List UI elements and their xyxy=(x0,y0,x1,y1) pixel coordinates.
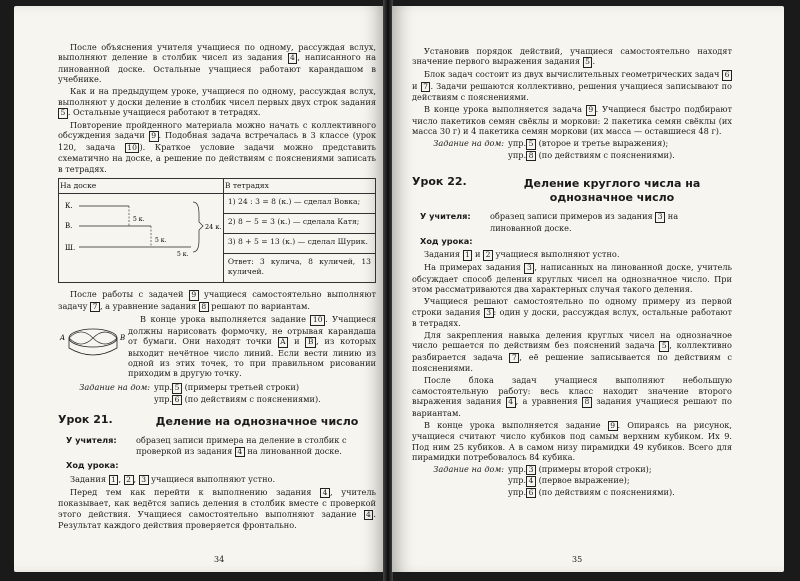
brace-icon xyxy=(193,202,203,252)
text-run: . Задачи решаются коллективно, решения учащиеся записывают по действиям с пояснениями. xyxy=(412,80,732,103)
homework-block xyxy=(424,464,732,499)
paragraph xyxy=(412,262,732,294)
paragraph xyxy=(412,46,732,68)
text-run: и xyxy=(288,336,306,347)
task-number-box: 5 xyxy=(526,139,536,150)
task-number-box: А xyxy=(278,337,289,348)
text-run: , xyxy=(118,473,124,484)
task-number-box: 3 xyxy=(526,465,536,476)
text-run: , учитель показывает, как ведётся запись деления в столбик вместе с проверкой этого действия. Учащиеся самостоятельно выполняют задание xyxy=(58,486,376,519)
solution-line: 3) 8 + 5 = 13 (к.) — сделал Шурик. xyxy=(224,234,375,254)
text-run: . Учащиеся должны нарисовать формочку, не отрывая карандаша от бумаги. Они находят точки xyxy=(128,314,376,347)
text-run: После работы с задачей xyxy=(70,289,189,300)
task-number-box: 2 xyxy=(483,250,493,261)
task-number-box: 3 xyxy=(655,212,665,223)
table-header-board: На доске xyxy=(59,179,224,194)
text-run: упр. xyxy=(508,475,527,486)
diagram-label-k: К. xyxy=(65,202,73,211)
text-run: , xyxy=(133,473,139,484)
paragraph xyxy=(412,249,732,261)
teacher-label: У учителя: xyxy=(66,435,117,446)
seg-label: 5 к. xyxy=(133,216,145,224)
text-run: . Подобная задача встречалась в 3 классе (урок 120, задача xyxy=(58,130,376,152)
text-run: После блока задач учащиеся выполняют небольшую самостоятельную работу: весь класс находит значение второго выражения задания xyxy=(412,375,732,407)
text-run: (второе и третье выражения); xyxy=(535,138,669,149)
seg-label: 5 к. xyxy=(177,251,189,259)
left-page-text xyxy=(58,42,376,532)
page-number: 34 xyxy=(214,555,225,564)
paragraph xyxy=(412,330,732,374)
homework-block xyxy=(70,382,376,405)
task-number-box: 7 xyxy=(421,82,431,93)
text-run: и xyxy=(412,80,421,91)
homework-item xyxy=(154,394,321,406)
text-run: упр. xyxy=(508,138,527,149)
left-page xyxy=(14,6,384,572)
paragraph xyxy=(58,474,376,486)
task-number-box: 4 xyxy=(364,510,374,521)
homework-label: Задание на дом: xyxy=(433,138,504,149)
lesson-title: Деление круглого числа на однозначное число xyxy=(523,177,701,205)
notebook-cell xyxy=(223,194,375,283)
text-run: образец записи примеров из задания xyxy=(490,211,656,222)
text-run: . xyxy=(592,56,596,67)
teacher-text xyxy=(490,211,732,233)
task-number-box: 6 xyxy=(526,488,536,499)
task-number-box: 5 xyxy=(583,57,593,68)
task-number-box: В xyxy=(305,337,316,348)
text-run: ). Краткое условие задачи можно представить схематично на доске, а решение по действиям с пояснениями записать в тетрадях. xyxy=(58,141,377,174)
task-number-box: 4 xyxy=(235,447,245,458)
text-run: Задания xyxy=(70,473,109,484)
text-run: Повторение пройденного материала можно начать с коллективного обсуждения задачи xyxy=(58,120,376,141)
figure-block xyxy=(58,314,376,380)
board-diagram-cell xyxy=(59,194,224,283)
text-run: . Результат каждого действия проверяется фронтально. xyxy=(58,508,376,531)
text-run: , коллективно разбирается задача xyxy=(412,340,732,362)
task-number-box: 7 xyxy=(90,302,100,313)
total-label: 24 к. xyxy=(205,223,222,232)
diagram-label-v: В. xyxy=(65,222,73,231)
task-number-box: 3 xyxy=(524,263,534,274)
task-number-box: 4 xyxy=(320,488,330,499)
segment-diagram xyxy=(59,194,222,262)
text-run: После объяснения учителя учащиеся по одному, рассуждая вслух, выполняют деление в столбик чисел из задания xyxy=(58,42,376,63)
lesson-title: Деление на однозначное число xyxy=(155,415,359,429)
paragraph xyxy=(58,86,376,118)
task-number-box: 8 xyxy=(199,302,209,313)
text-run: задания учащиеся решают по вариантам. xyxy=(412,396,732,418)
text-run: (первое выражение); xyxy=(535,475,630,486)
homework-item xyxy=(508,150,675,162)
board-notebook-table xyxy=(58,178,376,283)
lesson-heading xyxy=(412,177,732,205)
task-number-box: 2 xyxy=(124,475,134,486)
solution-line: 2) 8 − 5 = 3 (к.) — сделала Катя; xyxy=(224,214,375,234)
text-run: : один у доски, рассуждая вслух, остальные работают в тетрадях. xyxy=(412,306,732,329)
text-run: и xyxy=(472,249,484,260)
homework-item xyxy=(508,487,675,499)
teacher-block xyxy=(58,435,376,457)
homework-item xyxy=(508,464,652,476)
homework-item xyxy=(154,382,299,394)
text-run: Для закрепления навыка деления круглых чисел на однозначное число решается по действиям без пояснений задача xyxy=(412,330,732,351)
solution-answer: Ответ: 3 кулича, 8 куличей, 13 куличей. xyxy=(227,257,371,277)
point-a-label: A xyxy=(60,334,66,343)
lesson-course-label: Ход урока: xyxy=(66,460,119,471)
task-number-box: 9 xyxy=(586,105,596,116)
task-number-box: 3 xyxy=(139,475,149,486)
text-run: учащиеся выполняют устно. xyxy=(492,249,620,260)
page-number: 35 xyxy=(572,555,583,564)
point-b-label: B xyxy=(120,334,126,343)
paragraph xyxy=(412,296,732,328)
task-number-box: 10 xyxy=(310,315,325,326)
text-run: . Остальные учащиеся работают в тетрадях. xyxy=(67,107,261,118)
text-run: На примерах задания xyxy=(424,262,525,273)
lesson-course-label: Ход урока: xyxy=(420,236,473,247)
text-run: решают по вариантам. xyxy=(208,300,310,311)
task-number-box: 5 xyxy=(58,108,68,119)
text-run: В конце урока выполняется задание xyxy=(140,314,311,325)
text-run: Задания xyxy=(424,249,463,260)
task-number-box: 8 xyxy=(526,151,536,162)
homework-label: Задание на дом: xyxy=(433,463,504,474)
text-run: упр. xyxy=(508,486,527,497)
task-number-box: 1 xyxy=(109,475,119,486)
paragraph xyxy=(412,104,732,136)
paragraph xyxy=(412,420,732,463)
task-number-box: 5 xyxy=(172,383,182,394)
text-run: упр. xyxy=(508,463,527,474)
text-run: упр. xyxy=(154,382,173,393)
text-run: Установив порядок действий, учащиеся самостоятельно находят значение первого выражения задания xyxy=(412,46,732,67)
text-run: (по действиям с пояснениями). xyxy=(535,149,675,160)
lesson-number: Урок 22. xyxy=(412,175,467,189)
task-number-box: 4 xyxy=(506,397,516,408)
teacher-text xyxy=(136,435,376,457)
table-header-notebook: В тетрадях xyxy=(223,179,375,194)
text-run: Учащиеся решают самостоятельно по одному примеру из первой строки задания xyxy=(412,296,732,317)
diagram-label-sh: Ш. xyxy=(65,244,76,253)
task-number-box: 3 xyxy=(484,308,494,319)
text-run: упр. xyxy=(154,393,173,404)
paragraph xyxy=(58,487,376,531)
text-run: В конце урока выполняется задание xyxy=(424,419,608,430)
seg-label: 5 к. xyxy=(155,237,167,245)
paragraph xyxy=(412,375,732,418)
text-run: (по действиям с пояснениями). xyxy=(181,393,321,404)
task-number-box: 6 xyxy=(172,395,182,406)
paragraph xyxy=(58,42,376,85)
text-run: , а уравнения xyxy=(515,396,583,407)
text-run: (по действиям с пояснениями). xyxy=(535,486,675,497)
teacher-block xyxy=(412,211,732,233)
homework-label: Задание на дом: xyxy=(79,382,150,393)
task-number-box: 1 xyxy=(463,250,473,261)
text-run: Блок задач состоит из двух вычислительных геометрических задач xyxy=(424,69,723,80)
paragraph xyxy=(58,120,376,174)
paragraph xyxy=(128,314,376,379)
task-number-box: 8 xyxy=(582,397,592,408)
homework-item xyxy=(508,475,630,487)
right-page-text xyxy=(412,46,732,498)
text-run: , написанных на линованной доске, учитель обсуждает способ деления круглых чисел на однозначное число. При этом рассматриваются два характерных случая такого деления. xyxy=(412,262,732,295)
text-run: (примеры третьей строки) xyxy=(181,382,300,393)
text-run: учащиеся самостоятельно выполняют задачу xyxy=(58,289,376,311)
text-run: Перед тем как перейти к выполнению задания xyxy=(70,486,321,497)
task-number-box: 6 xyxy=(722,70,732,81)
text-run: В конце урока выполняется задача xyxy=(424,104,586,115)
task-number-box: 4 xyxy=(288,53,298,64)
text-run: образец записи примера на деление в столбик с проверкой из задания xyxy=(136,435,347,456)
right-page xyxy=(392,6,784,572)
text-run: Как и на предыдущем уроке, учащиеся по одному, рассуждая вслух, выполняют у доски деление в столбик чисел первых двух строк задания xyxy=(58,86,376,107)
text-run: . Учащиеся быстро подбирают число пакетиков семян свёклы и моркови: 2 пакетика семян свёклы (их масса 30 г) и 4 пакетика семян моркови (их масса — оставшиеся 48 г). xyxy=(412,104,732,137)
text-run: , её решение записывается по действиям с пояснениями. xyxy=(412,351,732,374)
text-run: (примеры второй строки); xyxy=(535,463,652,474)
solution-line: 1) 24 : 3 = 8 (к.) — сделал Вовка; xyxy=(224,194,375,214)
task-number-box: 9 xyxy=(189,290,199,301)
paragraph xyxy=(412,69,732,102)
task-number-box: 5 xyxy=(659,341,669,352)
paragraph xyxy=(58,289,376,312)
text-run: учащиеся выполняют устно. xyxy=(148,473,276,484)
task-number-box: 9 xyxy=(608,421,618,432)
text-run: , из которых выходит нечётное число линий. Если вести линию из одной из этих точек, то при правильном рисовании приходим в другую точку. xyxy=(128,336,376,379)
text-run: , а уравнение задания xyxy=(99,300,199,311)
lesson-heading xyxy=(58,415,376,429)
homework-block xyxy=(424,138,732,161)
text-run: . Опираясь на рисунок, учащиеся считают число кубиков под самым верхним кубиком. Их 9. Под ним 25 кубиков. А в самом низу пирамидки 49 кубиков. Всего для пирамидки потребовалось 84 кубика. xyxy=(412,419,733,462)
teacher-label: У учителя: xyxy=(420,211,471,222)
task-number-box: 4 xyxy=(526,476,536,487)
task-number-box: 7 xyxy=(509,353,519,364)
task-number-box: 9 xyxy=(149,131,159,142)
task-number-box: 10 xyxy=(125,143,140,154)
text-run: на линованной доске. xyxy=(490,211,679,233)
homework-item xyxy=(508,138,668,150)
cookie-mold-figure xyxy=(58,314,128,364)
text-run: упр. xyxy=(508,149,527,160)
text-run: на линованной доске. xyxy=(244,445,342,456)
lesson-number: Урок 21. xyxy=(58,413,113,427)
text-run: , написанного на линованной доске. Остальные учащиеся работают карандашом в учебнике. xyxy=(58,52,376,85)
